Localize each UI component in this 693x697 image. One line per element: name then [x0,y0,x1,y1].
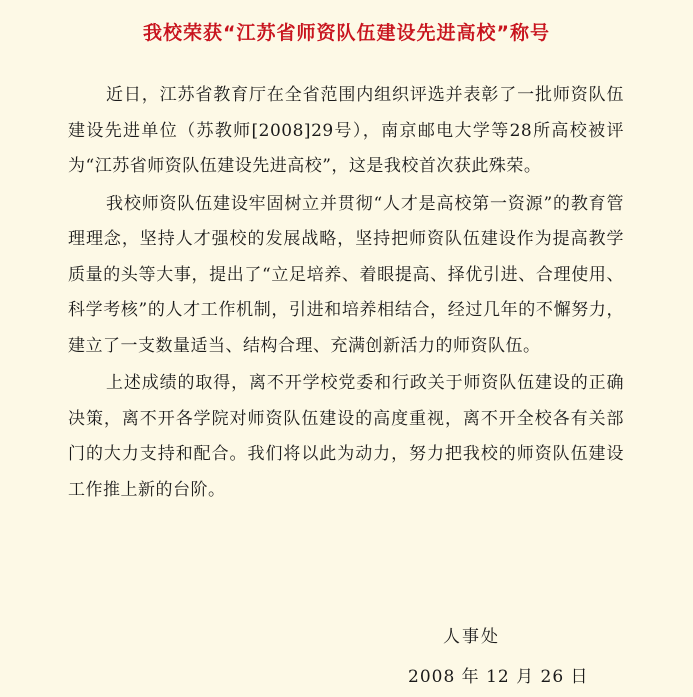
paragraph-2: 我校师资队伍建设牢固树立并贯彻“人才是高校第一资源”的教育管理理念，坚持人才强校的发展战略，坚持把师资队伍建设作为提高教学质量的头等大事，提出了“立足培养、着眼提高、择优引进、合理使用、科学考核”的人才工作机制，引进和培养相结合，经过几年的不懈努力，建立了一支数量适当、结构合理、充满创新活力的师资队伍。 [68,193,624,356]
document-body [68,78,624,510]
document-title: 我校荣获“江苏省师资队伍建设先进高校”称号 [143,22,550,44]
signature: 人事处 [443,627,500,647]
paragraph-1: 近日，江苏省教育厅在全省范围内组织评选并表彰了一批师资队伍建设先进单位（苏教师[2008]29号），南京邮电大学等28所高校被评为“江苏省师资队伍建设先进高校”，这是我校首次获此殊荣。 [68,85,624,176]
document-date: 2008 年 12 月 26 日 [408,667,589,687]
paragraph-3: 上述成绩的取得，离不开学校党委和行政关于师资队伍建设的正确决策，离不开各学院对师资队伍建设的高度重视，离不开全校各有关部门的大力支持和配合。我们将以此为动力，努力把我校的师资队伍建设工作推上新的台阶。 [68,373,624,500]
